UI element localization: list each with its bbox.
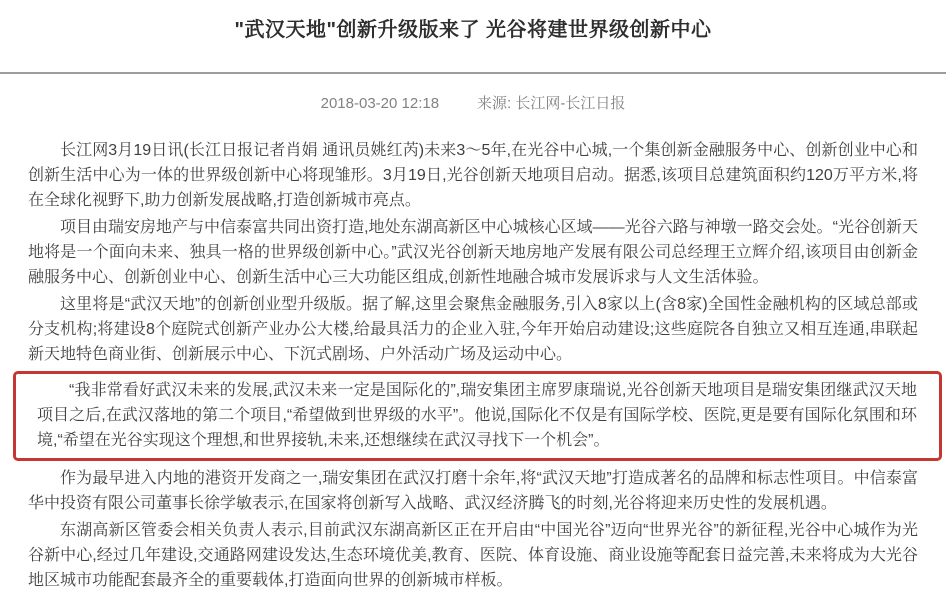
source-name: 长江网-长江日报	[515, 95, 626, 112]
title-divider	[0, 72, 946, 74]
paragraph: 这里将是“武汉天地”的创新创业型升级版。据了解,这里会聚焦金融服务,引入8家以上(含8家)全国性金融机构的区域总部或分支机构;将建设8个庭院式创新产业办公大楼,给最具活力的企业入驻,今年开始启动建设;这些庭院各自独立又相互连通,串联起新天地特色商业街、创新展示中心、下沉式剧场、户外活动广场及运动中心。	[28, 296, 918, 363]
paragraph: 东湖高新区管委会相关负责人表示,目前武汉东湖高新区正在开启由“中国光谷”迈向“世界光谷”的新征程,光谷中心城作为光谷新中心,经过几年建设,交通路网建设发达,生态环境优美,教育、医院、体育设施、商业设施等配套日益完善,未来将成为大光谷地区城市功能配套最齐全的重要载体,打造面向世界的创新城市样板。	[28, 522, 918, 589]
article-meta	[0, 94, 946, 114]
article-body	[0, 138, 946, 593]
paragraph: 作为最早进入内地的港资开发商之一,瑞安集团在武汉打磨十余年,将“武汉天地”打造成著名的品牌和标志性项目。中信泰富华中投资有限公司董事长徐学敏表示,在国家将创新写入战略、武汉经济腾飞的时刻,光谷将迎来历史性的发展机遇。	[28, 470, 918, 512]
source-label: 来源:	[477, 95, 512, 112]
publish-datetime: 2018-03-20 12:18	[320, 95, 440, 112]
highlighted-paragraph: “我非常看好武汉未来的发展,武汉未来一定是国际化的”,瑞安集团主席罗康瑞说,光谷创新天地项目是瑞安集团继武汉天地项目之后,在武汉落地的第二个项目,“希望做到世界级的水平”。他说,国际化不仅是有国际学校、医院,更是要有国际化氛围和环境,“希望在光谷实现这个理想,和世界接轨,未来,还想继续在武汉寻找下一个机会”。	[13, 371, 942, 461]
paragraph: 长江网3月19日讯(长江日报记者肖娟 通讯员姚红芮)未来3～5年,在光谷中心城,一个集创新金融服务中心、创新创业中心和创新生活中心为一体的世界级创新中心将现雏形。3月19日,光谷创新天地项目启动。据悉,该项目总建筑面积约120万平方米,将在全球化视野下,助力创新发展战略,打造创新城市亮点。	[28, 142, 918, 209]
article-title: "武汉天地"创新升级版来了 光谷将建世界级创新中心	[234, 19, 712, 41]
paragraph: 项目由瑞安房地产与中信泰富共同出资打造,地处东湖高新区中心城核心区域——光谷六路与神墩一路交会处。“光谷创新天地将是一个面向未来、独具一格的世界级创新中心。”武汉光谷创新天地房地产发展有限公司总经理王立辉介绍,该项目由创新金融服务中心、创新创业中心、创新生活中心三大功能区组成,创新性地融合城市发展诉求与人文生活体验。	[28, 219, 918, 286]
